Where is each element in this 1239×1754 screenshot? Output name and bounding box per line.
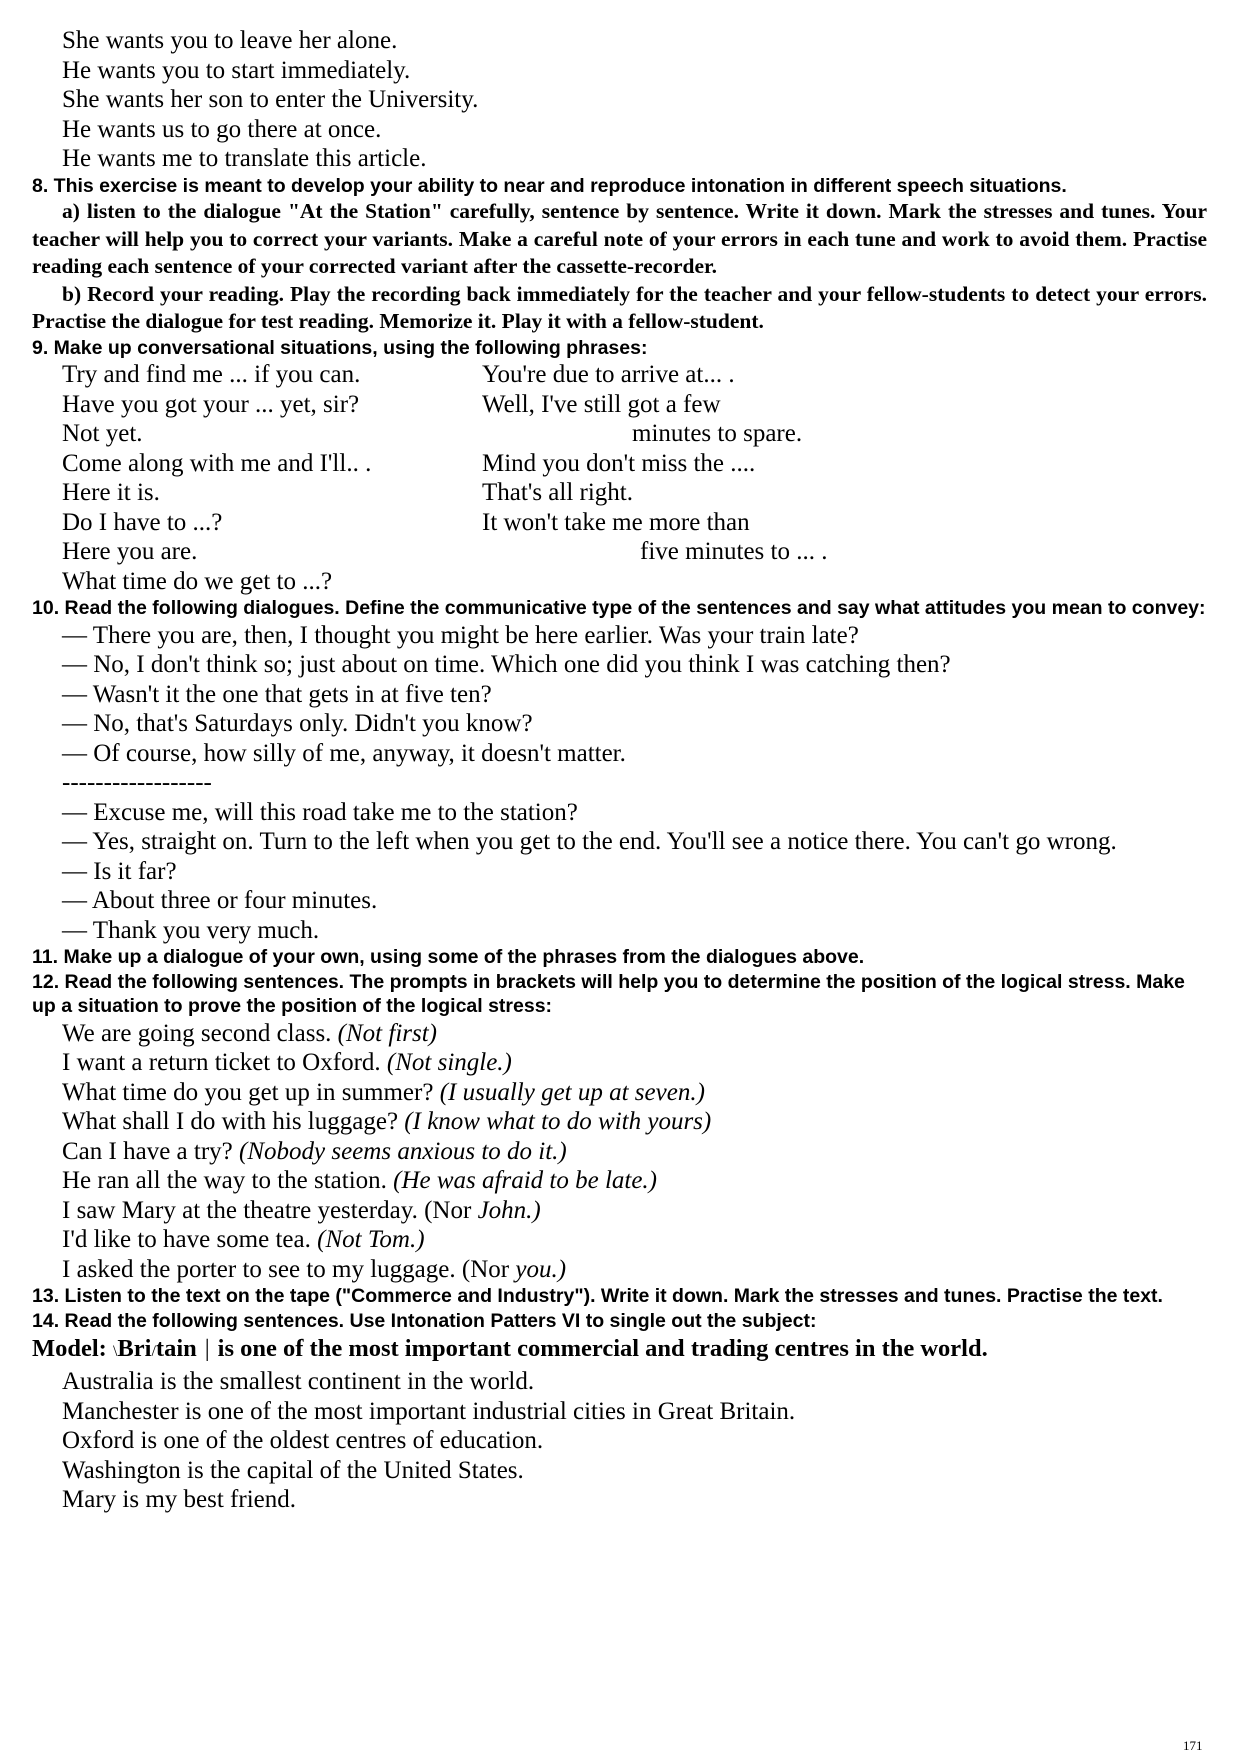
dialogue-line: — There you are, then, I thought you might be here earlier. Was your train late? xyxy=(62,621,859,649)
sentence: We are going second class. (Not first) xyxy=(62,1019,437,1047)
phrase-left: Here you are. xyxy=(62,538,198,565)
dialogue-line: — No, that's Saturdays only. Didn't you know? xyxy=(62,710,533,737)
dialogue-line: — Is it far? xyxy=(62,857,177,885)
sentence: He wants us to go there at once. xyxy=(62,115,382,143)
exercise-12-heading: 12. Read the following sentences. The prompts in brackets will help you to determine the position of the logical stress. Make up a situation to prove the position of the logical stress: xyxy=(32,970,1185,1017)
exercise-13-heading: 13. Listen to the text on the tape ("Commerce and Industry"). Write it down. Mark the stresses and tunes. Practise the text. xyxy=(32,1285,1163,1307)
prompt: (Not Tom.) xyxy=(317,1226,425,1253)
phrase-right: Mind you don't miss the .... xyxy=(482,449,756,477)
exercise-11-heading: 11. Make up a dialogue of your own, using some of the phrases from the dialogues above. xyxy=(32,946,865,968)
prompt: (I know what to do with yours) xyxy=(404,1108,712,1135)
exercise-8-heading: 8. This exercise is meant to develop your ability to near and reproduce intonation in different speech situations. xyxy=(32,174,1067,197)
exercise-8-part-b: b) Record your reading. Play the recording back immediately for the teacher and your fellow-students to detect your errors. Practise the dialogue for test reading. Memorize it. Play it with a fellow-student. xyxy=(32,281,1207,333)
phrase-left: Come along with me and I'll.. . xyxy=(62,449,372,477)
prompt: (I usually get up at seven.) xyxy=(439,1078,705,1106)
dialogue-separator: ------------------ xyxy=(62,769,212,796)
sentence: He wants me to translate this article. xyxy=(62,145,427,172)
page-number: 171 xyxy=(1183,1738,1203,1753)
prompt: (Not first) xyxy=(337,1019,437,1047)
phrase-left: Try and find me ... if you can. xyxy=(62,361,361,388)
sentence: Washington is the capital of the United States. xyxy=(62,1456,524,1484)
exercise-14-heading: 14. Read the following sentences. Use Intonation Patters VI to single out the subject: xyxy=(32,1309,817,1332)
sentence: I asked the porter to see to my luggage. (Nor you.) xyxy=(62,1255,567,1283)
sentence: Can I have a try? (Nobody seems anxious to do it.) xyxy=(62,1137,567,1165)
phrase-right: minutes to spare. xyxy=(632,420,803,447)
dialogue-line: — Yes, straight on. Turn to the left when you get to the end. You'll see a notice there. You can't go wrong. xyxy=(62,828,1117,855)
page-content xyxy=(32,26,1207,1515)
sentence: What shall I do with his luggage? (I know what to do with yours) xyxy=(62,1108,712,1135)
exercise-14-sentences xyxy=(32,1367,1207,1515)
sentence: Oxford is one of the oldest centres of education. xyxy=(62,1427,544,1454)
model-sentence: Model: \Bri/tain | is one of the most important commercial and trading centres in the world. xyxy=(32,1335,988,1362)
sentence: She wants her son to enter the University. xyxy=(62,86,479,113)
tone-mark-rise: / xyxy=(151,1343,156,1360)
sentence: I want a return ticket to Oxford. (Not single.) xyxy=(62,1049,512,1076)
phrase-right: You're due to arrive at... . xyxy=(482,361,735,388)
prompt: you.) xyxy=(515,1255,567,1283)
exercise-9-phrases xyxy=(32,360,1207,596)
sentence: What time do you get up in summer? (I usually get up at seven.) xyxy=(62,1078,705,1106)
prompt: (He was afraid to be late.) xyxy=(393,1167,658,1194)
sentence: He wants you to start immediately. xyxy=(62,56,411,84)
intonation-bar: | xyxy=(204,1335,210,1362)
prompt: John.) xyxy=(477,1196,541,1224)
phrase-right: five minutes to ... . xyxy=(640,538,828,565)
tone-mark-fall: \ xyxy=(112,1343,118,1360)
prompt: (Nobody seems anxious to do it.) xyxy=(239,1137,567,1165)
sentence: He ran all the way to the station. (He was afraid to be late.) xyxy=(62,1167,658,1194)
sentence: She wants you to leave her alone. xyxy=(62,27,398,54)
sentence: I saw Mary at the theatre yesterday. (Nor John.) xyxy=(62,1196,541,1224)
dialogue-line: — About three or four minutes. xyxy=(62,887,378,914)
phrase-right: That's all right. xyxy=(482,479,634,506)
phrase-left: Have you got your ... yet, sir? xyxy=(62,390,360,418)
phrase-right: Well, I've still got a few xyxy=(482,390,721,418)
exercise-7-tail xyxy=(32,26,1207,174)
sentence: Manchester is one of the most important industrial cities in Great Britain. xyxy=(62,1397,796,1425)
dialogue-line: — Excuse me, will this road take me to the station? xyxy=(62,798,578,826)
exercise-9-heading: 9. Make up conversational situations, using the following phrases: xyxy=(32,336,648,359)
sentence: I'd like to have some tea. (Not Tom.) xyxy=(62,1226,425,1253)
exercise-12-sentences xyxy=(32,1019,1207,1285)
dialogue-1 xyxy=(32,621,1207,769)
dialogue-line: — Thank you very much. xyxy=(62,916,320,944)
dialogue-2 xyxy=(32,798,1207,946)
exercise-10-heading: 10. Read the following dialogues. Define the communicative type of the sentences and say what attitudes you mean to convey: xyxy=(32,597,1206,619)
prompt: (Not single.) xyxy=(386,1049,512,1076)
sentence: Mary is my best friend. xyxy=(62,1486,296,1513)
exercise-8-part-a: a) listen to the dialogue "At the Station" carefully, sentence by sentence. Write it down. Mark the stresses and tunes. Your teacher will help you to correct your variants. Make a careful note of your errors in each tune and work to avoid them. Practise reading each sentence of your corrected variant after the cassette-recorder. xyxy=(32,199,1207,278)
sentence: Australia is the smallest continent in the world. xyxy=(62,1368,535,1395)
dialogue-line: — Of course, how silly of me, anyway, it doesn't matter. xyxy=(62,739,626,767)
phrase-right: It won't take me more than xyxy=(482,508,750,536)
phrase-left: Not yet. xyxy=(62,420,143,447)
phrase-left: What time do we get to ...? xyxy=(62,567,333,595)
dialogue-line: — Wasn't it the one that gets in at five ten? xyxy=(62,680,492,708)
phrase-left: Do I have to ...? xyxy=(62,508,223,536)
dialogue-line: — No, I don't think so; just about on time. Which one did you think I was catching then? xyxy=(62,651,951,678)
phrase-left: Here it is. xyxy=(62,479,160,506)
